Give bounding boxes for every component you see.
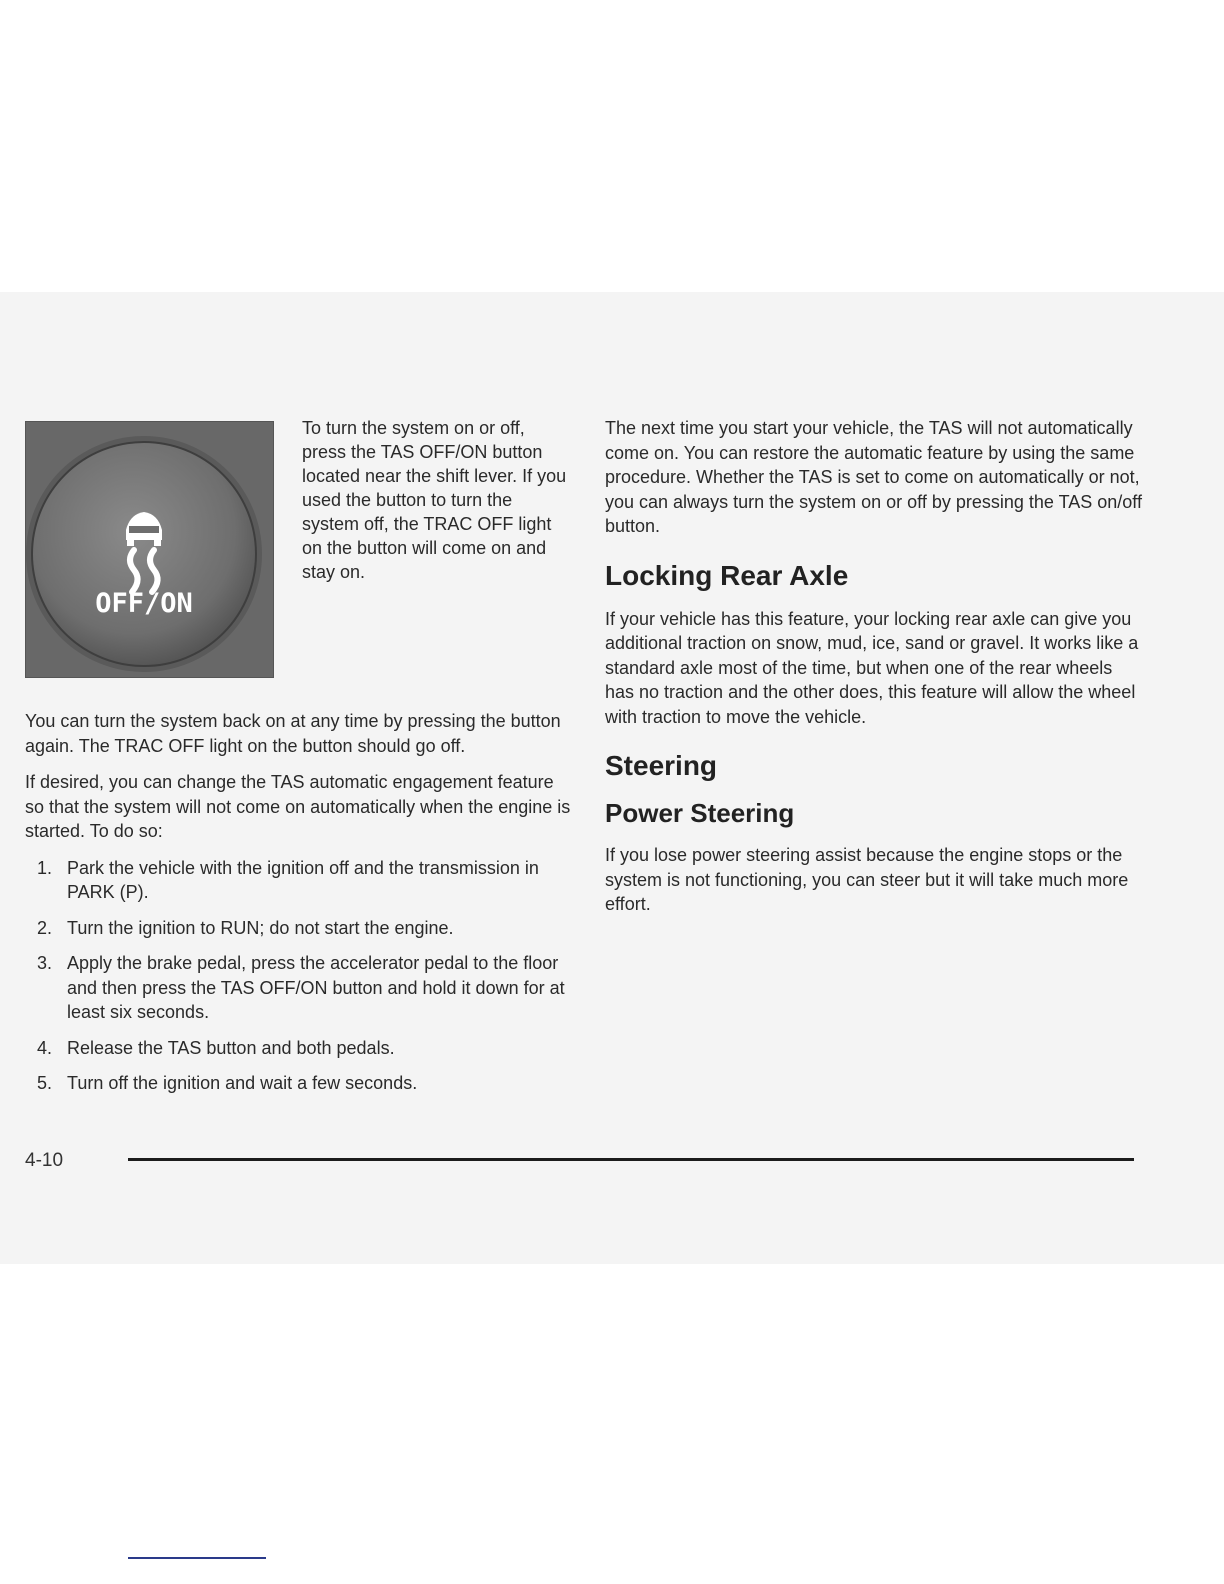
step-number: 1. <box>37 857 53 878</box>
page-number: 4-10 <box>25 1150 64 1171</box>
footer-rule <box>128 1158 1134 1161</box>
list-item <box>25 951 575 1025</box>
right-column <box>605 416 1145 929</box>
paragraph: You can turn the system back on at any time by pressing the button again. The TRAC OFF light on the button should go off. <box>25 711 561 756</box>
button-label: OFF/ON <box>95 588 193 619</box>
section-heading-locking-rear-axle: Locking Rear Axle <box>605 559 849 591</box>
paragraph: If you lose power steering assist because the engine stops or the system is not functioning, you can steer but it will take much more effort. <box>605 845 1129 914</box>
step-text: Turn off the ignition and wait a few seconds. <box>67 1073 418 1093</box>
step-text: Release the TAS button and both pedals. <box>67 1037 395 1058</box>
step-number: 5. <box>37 1073 53 1093</box>
section-heading-steering: Steering <box>605 750 718 781</box>
step-text: Turn the ignition to RUN; do not start the engine. <box>67 917 454 938</box>
list-item <box>25 1071 575 1096</box>
paragraph: The next time you start your vehicle, the TAS will not automatically come on. You can restore the automatic feature by using the same procedure. Whether the TAS is set to come on automatically or not, you can always turn the system on or off by pressing the TAS on/off button. <box>605 418 1142 536</box>
steps-list <box>25 856 575 1096</box>
list-item <box>25 916 575 941</box>
list-item <box>25 856 575 905</box>
step-text: Park the vehicle with the ignition off and the transmission in PARK (P). <box>67 857 539 902</box>
list-item <box>25 1036 575 1061</box>
bottom-link-underline <box>128 1557 266 1559</box>
paragraph: If your vehicle has this feature, your locking rear axle can give you additional traction on snow, mud, ice, sand or gravel. It works like a standard axle most of the time, but when one of the rear wheels has no traction and the other does, this feature will allow the wheel with traction to move the vehicle. <box>605 608 1139 727</box>
paragraph: If desired, you can change the TAS automatic engagement feature so that the system will not come on automatically when the engine is started. To do so: <box>25 772 571 841</box>
subsection-heading-power-steering: Power Steering <box>605 798 795 828</box>
side-paragraph: To turn the system on or off, press the TAS OFF/ON button located near the shift lever. If you used the button to turn the system off, the TRAC OFF light on the button will come on and stay on. <box>302 418 567 582</box>
step-number: 3. <box>37 953 53 973</box>
step-number: 2. <box>37 917 53 938</box>
left-column <box>25 709 575 1107</box>
tas-button-figure <box>25 421 274 678</box>
step-text: Apply the brake pedal, press the accelerator pedal to the floor and then press the TAS OFF/ON button and hold it down for at least six seconds. <box>67 953 565 1022</box>
step-number: 4. <box>37 1037 53 1058</box>
